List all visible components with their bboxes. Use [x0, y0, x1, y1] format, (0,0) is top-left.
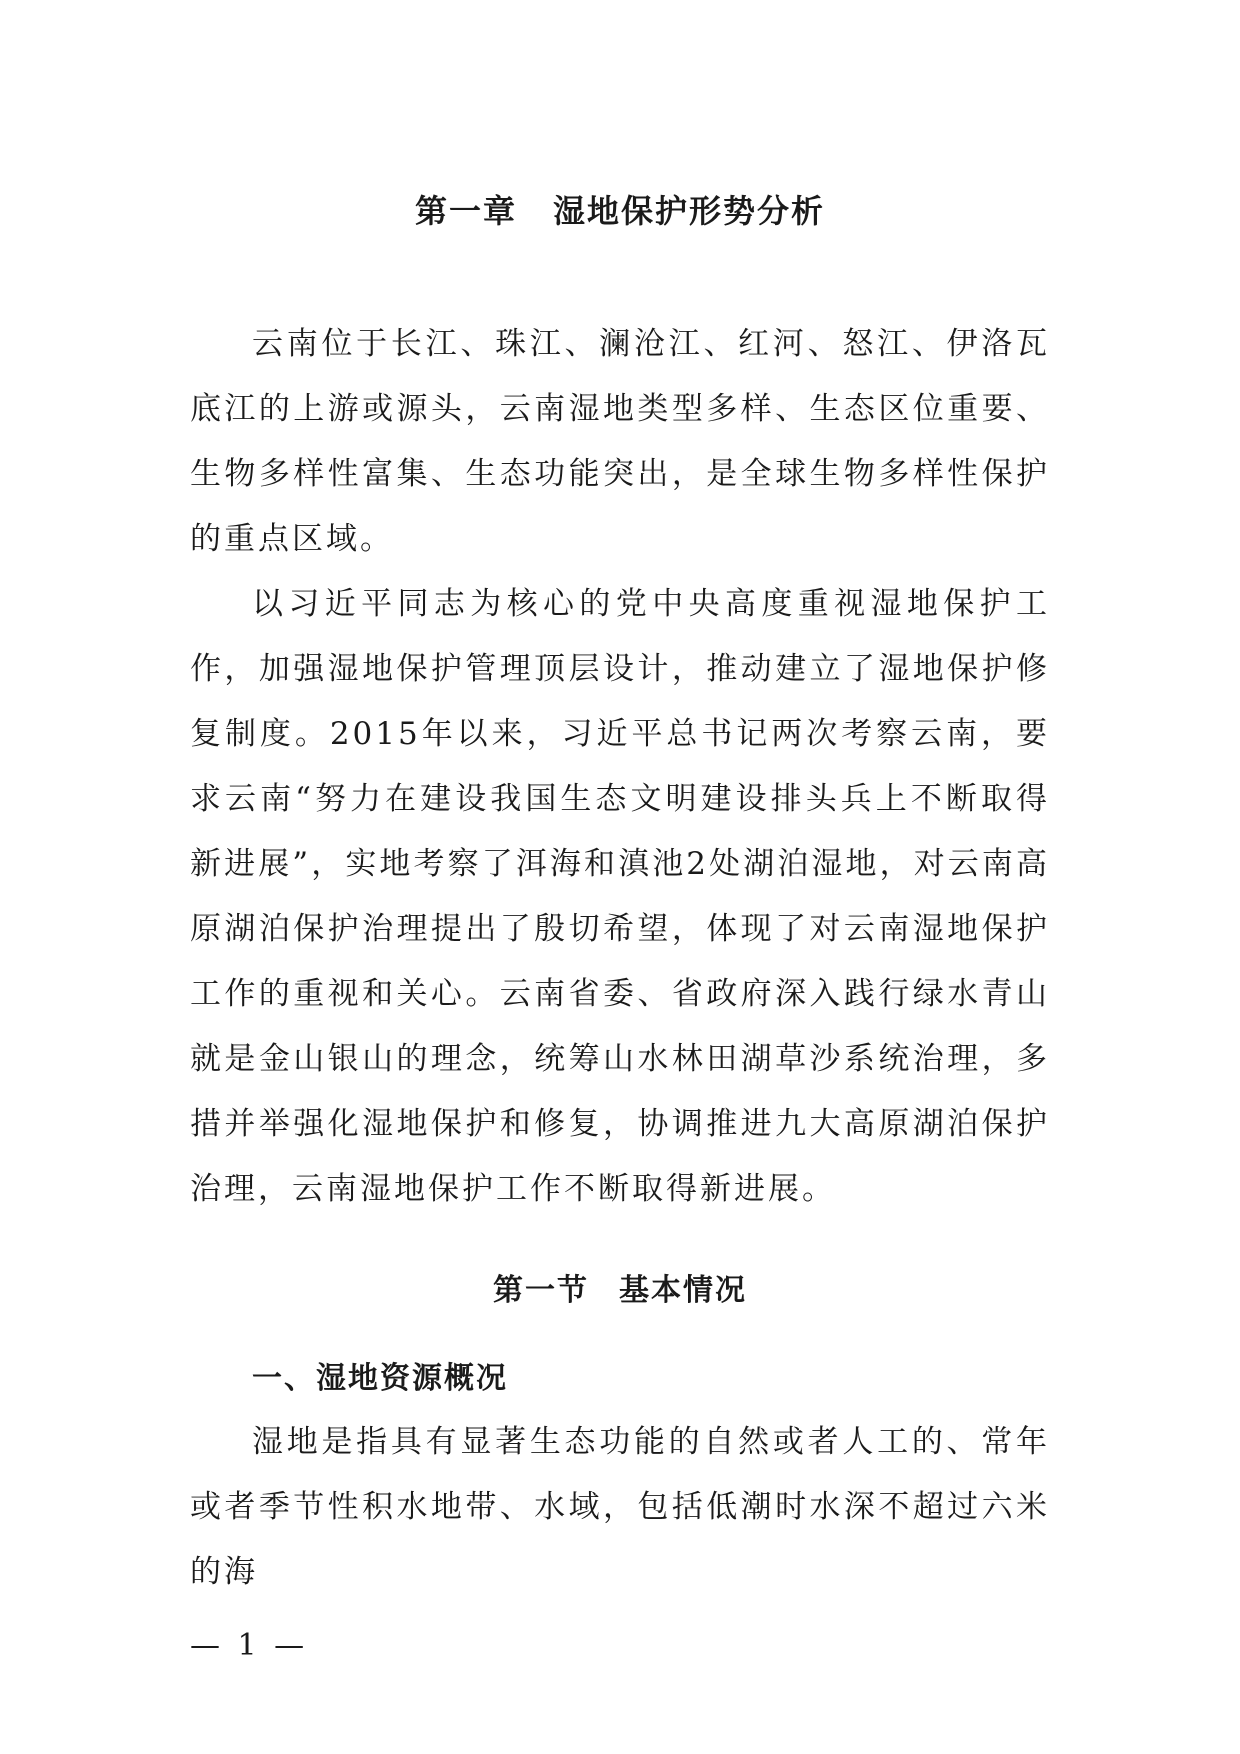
chapter-title	[0, 186, 1240, 232]
section-title-text: 基本情况	[619, 1273, 747, 1308]
page-number: — 1 —	[190, 1628, 309, 1663]
section-label: 第一节	[493, 1273, 589, 1308]
paragraph: 云南位于长江、珠江、澜沧江、红河、怒江、伊洛瓦底江的上游或源头，云南湿地类型多样、生态区位重要、生物多样性富集、生态功能突出，是全球生物多样性保护的重点区域。	[190, 326, 1050, 557]
paragraph: 湿地是指具有显著生态功能的自然或者人工的、常年或者季节性积水地带、水域，包括低潮时水深不超过六米的海	[190, 1424, 1050, 1590]
section-title	[190, 1260, 1050, 1322]
chapter-label: 第一章	[414, 192, 517, 230]
document-body	[190, 312, 1050, 1605]
subsection-title: 一、湿地资源概况	[252, 1361, 508, 1396]
paragraph: 以习近平同志为核心的党中央高度重视湿地保护工作，加强湿地保护管理顶层设计，推动建立了湿地保护修复制度。2015年以来，习近平总书记两次考察云南，要求云南“努力在建设我国生态文明建设排头兵上不断取得新进展”，实地考察了洱海和滇池2处湖泊湿地，对云南高原湖泊保护治理提出了殷切希望，体现了对云南湿地保护工作的重视和关心。云南省委、省政府深入践行绿水青山就是金山银山的理念，统筹山水林田湖草沙系统治理，多措并举强化湿地保护和修复，协调推进九大高原湖泊保护治理，云南湿地保护工作不断取得新进展。	[190, 586, 1050, 1207]
chapter-title-text: 湿地保护形势分析	[553, 192, 826, 230]
